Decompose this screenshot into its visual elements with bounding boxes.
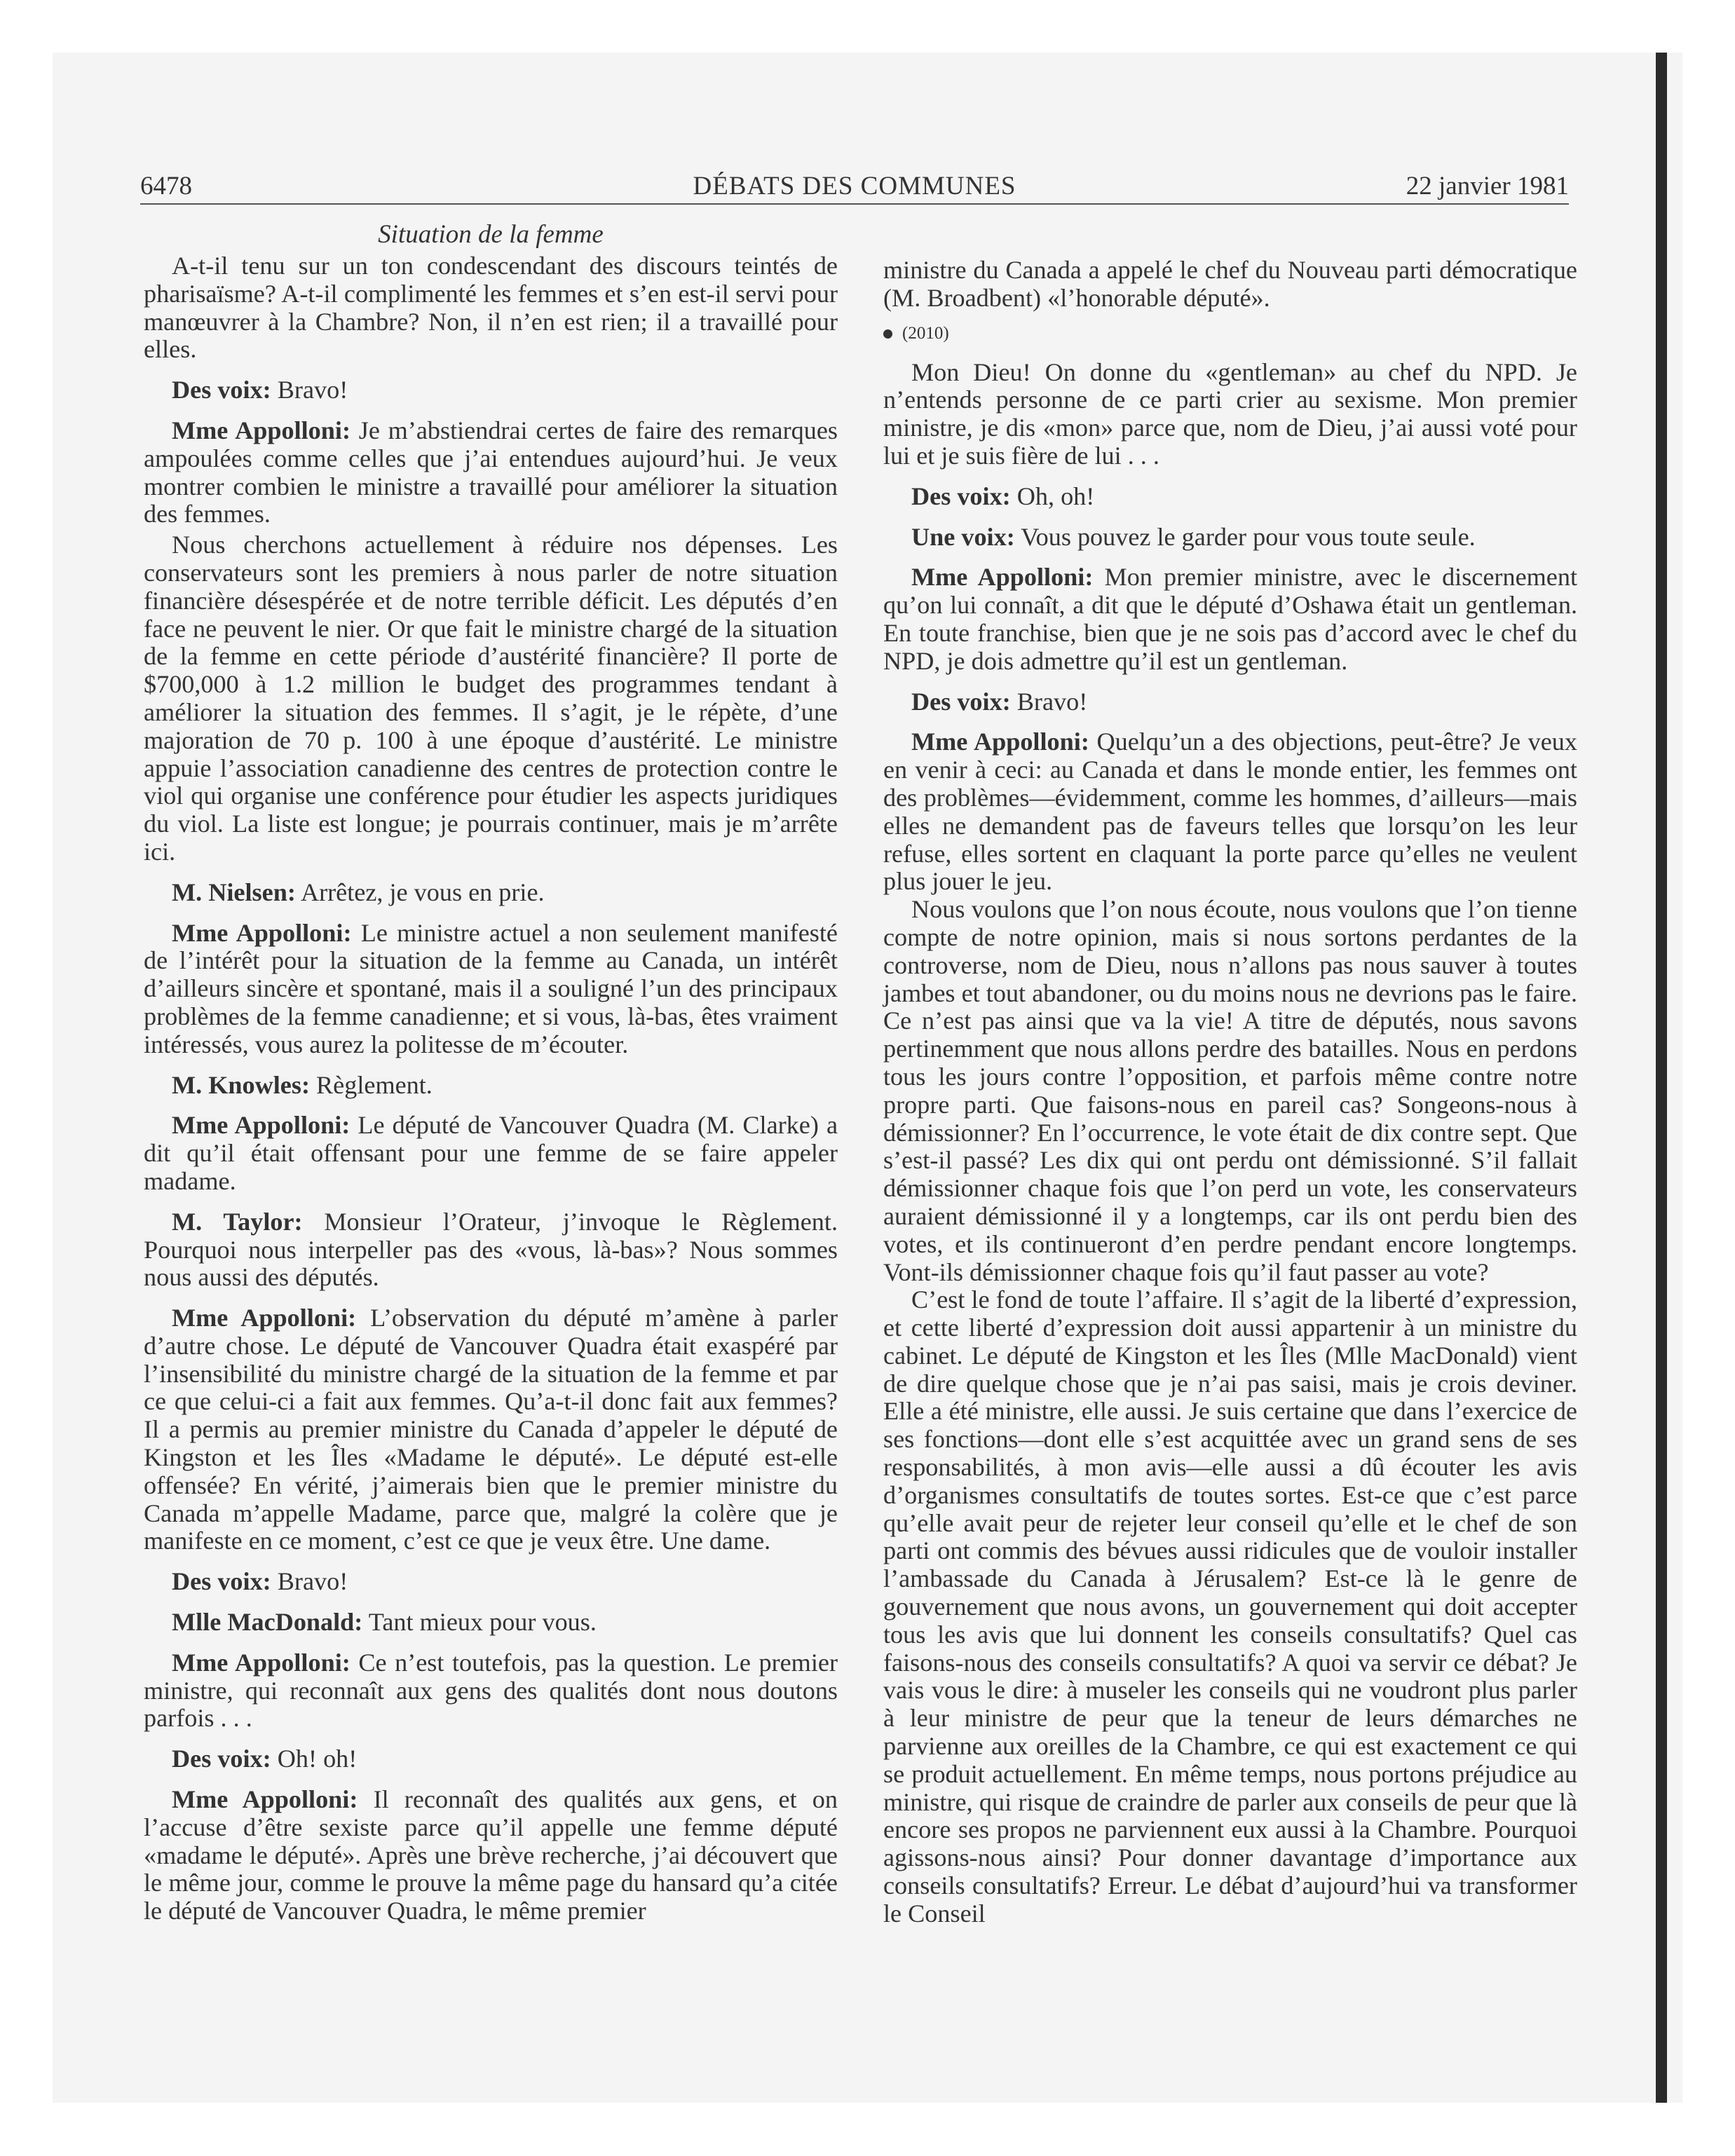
speaker-name: Mme Appolloni: [172,416,351,444]
paragraph: A-t-il tenu sur un ton condescendant des discours teintés de pharisaïsme? A-t-il complimenté les femmes et s’en est-il servi pour manœuvrer à la Chambre? Non, il n’en est rien; il a travaillé pour elles. [144,252,838,364]
bullet-icon [883,329,892,339]
page-header [140,168,1569,205]
paragraph: C’est le fond de toute l’affaire. Il s’agit de la liberté d’expression, et cette liberté d’expression doit aussi appartenir à un ministre du cabinet. Le député de Kingston et les Îles (Mlle MacDonald) vient de dire quelque chose que je n’ai pas saisi, mais je crois deviner. Elle a été ministre, elle aussi. Je suis certaine que dans l’exercice de ses fonctions—dont elle s’est acquittée avec un grand sens de ses responsabilités, à mon avis—elle aussi a dû écouter les avis d’organismes consultatifs de toutes sortes. Est-ce que c’est parce qu’elle avait peur de rejeter leur conseil qu’elle et le chef de son parti ont commis des bévues aussi ridicules que de vouloir installer l’ambassade du Canada à Jérusalem? Est-ce là le genre de gouvernement que nous avons, un gouvernement qui doit accepter tous les avis que lui donnent les conseils consultatifs? Quel cas faisons-nous des conseils consultatifs? A quoi va servir ce débat? Je vais vous le dire: à museler les conseils qui ne voudront plus parler à leur ministre de peur que la teneur de leurs démarches ne parvienne aux oreilles de la Chambre, ce qui est exactement ce qui se produit actuellement. En même temps, nous portons préjudice au ministre, qui risque de craindre de parler aux conseils de peur que là encore ses propos ne parviennent eux aussi à la Chambre. Pourquoi agissons-nous ainsi? Pour donner davantage d’importance aux conseils consultatifs? Erreur. Le débat d’aujourd’hui va transformer le Conseil [883,1285,1577,1928]
speech [144,1745,838,1773]
speaker-name: Des voix: [172,1567,271,1596]
header-rule [140,203,1569,205]
speech-text: Le député de Vancouver Quadra (M. Clarke) a dit qu’il était offensant pour une femme de se faire appeler madame. [144,1111,838,1195]
speaker-name: Mme Appolloni: [911,563,1094,592]
speech [144,1208,838,1292]
speech-text: Bravo! [277,376,348,404]
speaker-name: M. Knowles: [172,1070,310,1099]
speaker-name: Une voix: [911,522,1015,551]
speech-text: Mon premier ministre, avec le discernement qu’on lui connaît, a dit que le député d’Oshawa était un gentleman. En toute franchise, bien que je ne sois pas d’accord avec le chef du NPD, je dois admettre qu’il est un gentleman. [883,563,1577,675]
speech [883,483,1577,511]
speech-text: Je m’abstiendrai certes de faire des remarques ampoulées comme celles que j’ai entendues aujourd’hui. Je veux montrer combien le ministre a travaillé pour améliorer la situation des femmes. [144,416,838,528]
speech-text: Oh! oh! [277,1745,358,1773]
page-number: 6478 [140,172,192,200]
speech [144,879,838,907]
speech-text: Ce n’est toutefois, pas la question. Le premier ministre, qui reconnaît aux gens des qualités dont nous doutons parfois . . . [144,1648,838,1733]
speech [144,1072,838,1100]
speech-text: L’observation du député m’amène à parler d’autre chose. Le député de Vancouver Quadra était exaspéré par l’insensibilité du ministre chargé de la situation de la femme et par ce que celui-ci a fait aux femmes. Qu’a-t-il donc fait aux femmes? Il a permis au premier ministre du Canada d’appeler le député de Kingston et les Îles «Madame le député». Le député est-elle offensée? En vérité, j’aimerais bien que le premier ministre du Canada m’appelle Madame, parce que, malgré la colère que je manifeste en ce moment, c’est ce que je veux être. Une dame. [144,1304,838,1555]
speech-text: Règlement. [316,1070,433,1099]
speech [144,1649,838,1733]
time-marker [883,320,1577,348]
speech [144,417,838,528]
speaker-name: Des voix: [172,1745,271,1773]
speech-text: Il reconnaît des qualités aux gens, et on l’accuse d’être sexiste parce qu’il appelle une femme député «madame le député». Après une brève recherche, j’ai découvert que le même jour, comme le prouve la même page du hansard qu’a citée le député de Vancouver Quadra, le même premier [144,1785,838,1925]
speaker-name: M. Nielsen: [172,878,296,906]
speech-text: Oh, oh! [1016,482,1095,510]
speech-text: Quelqu’un a des objections, peut-être? Je veux en venir à ceci: au Canada et dans le monde entier, les femmes ont des problèmes—évidemment, comme les hommes, d’ailleurs—mais elles ne demandent pas de faveurs telles que lorsqu’on les leur refuse, elles sortent en claquant la porte parce qu’elles ne veulent plus jouer le jeu. [883,728,1577,896]
speaker-name: Mme Appolloni: [172,918,352,947]
speech-text: Tant mieux pour vous. [368,1608,597,1637]
issue-date: 22 janvier 1981 [1406,172,1569,200]
speaker-name: M. Taylor: [172,1207,303,1236]
speech-text: Bravo! [1016,687,1088,716]
speech [144,1304,838,1555]
speaker-name: Mme Appolloni: [172,1648,351,1677]
speech [144,1609,838,1637]
speech [883,688,1577,716]
speech-text: Vous pouvez le garder pour vous toute seule. [1021,522,1476,551]
speech [883,524,1577,552]
speech [144,376,838,404]
speaker-name: Des voix: [911,482,1011,510]
scan-edge-bar [1656,53,1667,2103]
speech [883,564,1577,675]
speaker-name: Des voix: [911,687,1011,716]
section-subheading: Situation de la femme [378,220,604,249]
speech [144,1112,838,1195]
speech-text: Le ministre actuel a non seulement manifesté de l’intérêt pour la situation de la femme au Canada, un intérêt d’ailleurs sincère et spontané, mais il a souligné l’un des principaux problèmes de la femme canadienne; et si vous, là-bas, êtes vraiment intéressés, vous aurez la politesse de m’écouter. [144,918,838,1058]
speaker-name: Mlle MacDonald: [172,1608,363,1637]
speech [144,1568,838,1596]
speaker-name: Mme Appolloni: [911,728,1089,756]
paragraph: Mon Dieu! On donne du «gentleman» au chef du NPD. Je n’entends personne de ce parti crier au sexisme. Mon premier ministre, je dis «mon» parce que, nom de Dieu, j’ai aussi voté pour lui et je suis fière de lui . . . [883,357,1577,470]
speaker-name: Mme Appolloni: [172,1111,351,1140]
speech [144,920,838,1059]
paragraph: Nous cherchons actuellement à réduire nos dépenses. Les conservateurs sont les premiers à nous parler de notre situation financière désespérée et de notre terrible déficit. Les députés d’en face ne peuvent le nier. Or que fait le ministre chargé de la situation de la femme en cette période d’austérité financière? Il porte de $700,000 à 1.2 million le budget des programmes tendant à améliorer la situation des femmes. Il s’agit, je le répète, d’une majoration de 70 p. 100 à une époque d’austérité. Le ministre appuie l’association canadienne des centres de protection contre le viol qui organise une conférence pour étudier les aspects juridiques du viol. La liste est longue; je pourrais continuer, mais je m’arrête ici. [144,531,838,866]
time-marker-text: (2010) [902,323,949,343]
speech-text: Arrêtez, je vous en prie. [300,878,545,906]
speech-text: Bravo! [277,1567,348,1596]
publication-title: DÉBATS DES COMMUNES [693,172,1016,200]
left-column [144,219,838,1938]
speech [883,728,1577,896]
paragraph: Nous voulons que l’on nous écoute, nous voulons que l’on tienne compte de notre opinion, mais si nous sortons perdantes de la controverse, nom de Dieu, nous n’allons pas nous sauver à toutes jambes et tout abandoner, ou du moins nous ne devrions pas le faire. Ce n’est pas ainsi que va la vie! A titre de députés, nous savons pertinemment que nous allons perdre des batailles. Nous en perdons tous les jours contre l’opposition, et parfois même contre notre propre parti. Que faisons-nous en pareil cas? Songeons-nous à démissionner? En l’occurrence, le vote était de dix contre sept. Que s’est-il passé? Les dix qui ont perdu ont démissionné. S’il fallait démissionner chaque fois que l’on perd un vote, les conservateurs auraient démissionné il y a longtemps, car ils ont perdu bien des votes, et ils continueront d’en perdre pendant encore longtemps. Vont-ils démissionner chaque fois qu’il faut passer au vote? [883,895,1577,1286]
speaker-name: Des voix: [172,376,271,404]
speech-text: Monsieur l’Orateur, j’invoque le Règlement. Pourquoi nous interpeller pas des «vous, là-bas»? Nous sommes nous aussi des députés. [144,1207,838,1292]
speaker-name: Mme Appolloni: [172,1785,358,1814]
paragraph: ministre du Canada a appelé le chef du Nouveau parti démocratique (M. Broadbent) «l’honorable député». [883,256,1577,312]
speech [144,1786,838,1925]
speaker-name: Mme Appolloni: [172,1304,357,1332]
right-column [883,219,1577,1928]
